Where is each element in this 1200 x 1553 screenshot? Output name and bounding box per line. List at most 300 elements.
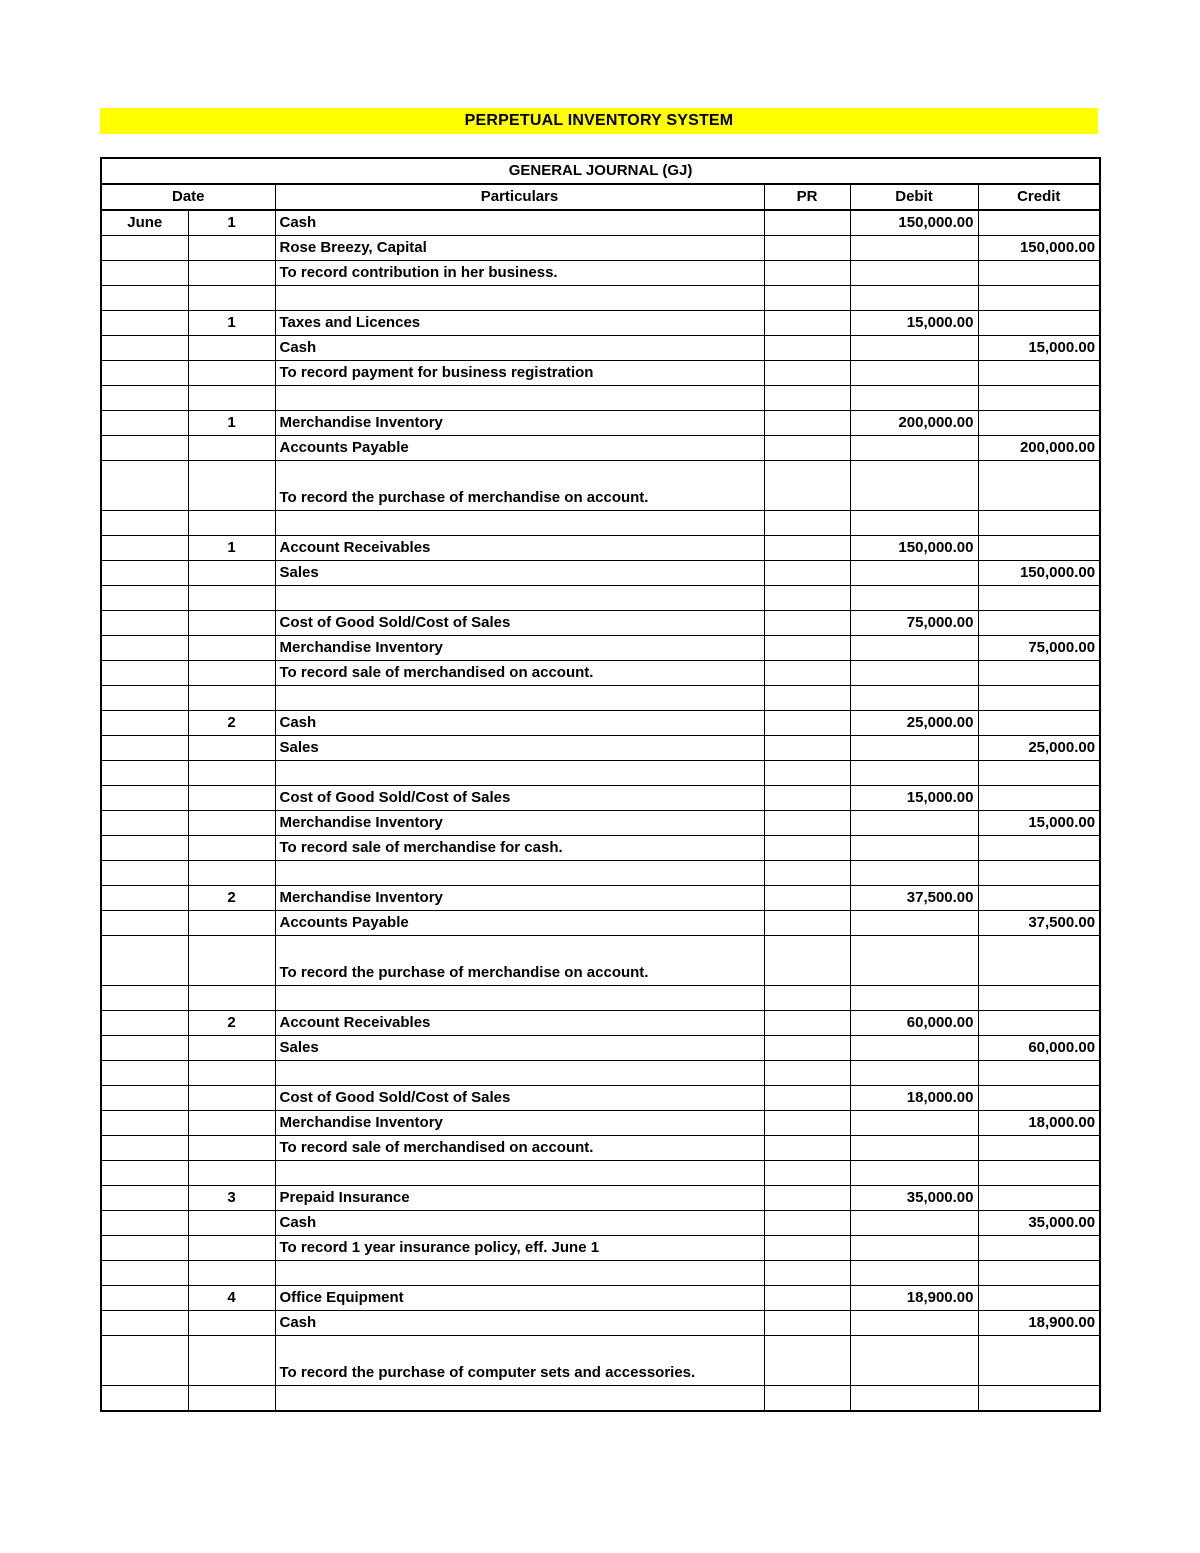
- cell-debit: [850, 361, 978, 386]
- cell-debit: [850, 636, 978, 661]
- cell-month: [101, 536, 188, 561]
- cell-pr: [764, 261, 850, 286]
- cell-debit: 37,500.00: [850, 886, 978, 911]
- cell-debit: [850, 586, 978, 611]
- cell-pr: [764, 861, 850, 886]
- cell-credit: [978, 1186, 1100, 1211]
- cell-month: [101, 361, 188, 386]
- cell-month: [101, 1111, 188, 1136]
- cell-particulars: Account Receivables: [275, 1011, 764, 1036]
- cell-pr: [764, 1161, 850, 1186]
- journal-title-row: [101, 158, 1100, 184]
- cell-debit: [850, 336, 978, 361]
- cell-day: [188, 1311, 275, 1336]
- table-row: [101, 861, 1100, 886]
- cell-pr: [764, 386, 850, 411]
- cell-month: [101, 336, 188, 361]
- cell-month: [101, 811, 188, 836]
- cell-credit: 25,000.00: [978, 736, 1100, 761]
- table-row: [101, 511, 1100, 536]
- cell-debit: [850, 286, 978, 311]
- cell-day: [188, 261, 275, 286]
- cell-pr: [764, 311, 850, 336]
- cell-day: [188, 286, 275, 311]
- cell-day: [188, 461, 275, 511]
- table-row: [101, 886, 1100, 911]
- cell-day: [188, 361, 275, 386]
- cell-month: [101, 861, 188, 886]
- table-row: [101, 611, 1100, 636]
- cell-credit: [978, 461, 1100, 511]
- table-row: [101, 261, 1100, 286]
- cell-pr: [764, 436, 850, 461]
- cell-day: [188, 561, 275, 586]
- cell-pr: [764, 1136, 850, 1161]
- table-row: [101, 461, 1100, 511]
- cell-debit: 75,000.00: [850, 611, 978, 636]
- cell-month: [101, 511, 188, 536]
- cell-debit: [850, 761, 978, 786]
- cell-month: [101, 686, 188, 711]
- cell-particulars: Accounts Payable: [275, 911, 764, 936]
- cell-pr: [764, 286, 850, 311]
- cell-day: 1: [188, 411, 275, 436]
- cell-debit: 200,000.00: [850, 411, 978, 436]
- cell-credit: 15,000.00: [978, 811, 1100, 836]
- table-row: [101, 386, 1100, 411]
- cell-debit: [850, 1136, 978, 1161]
- cell-credit: [978, 786, 1100, 811]
- cell-pr: [764, 711, 850, 736]
- cell-day: [188, 1161, 275, 1186]
- cell-pr: [764, 1311, 850, 1336]
- cell-particulars: Cost of Good Sold/Cost of Sales: [275, 611, 764, 636]
- cell-pr: [764, 1286, 850, 1311]
- cell-pr: [764, 811, 850, 836]
- table-row: [101, 1211, 1100, 1236]
- table-row: [101, 736, 1100, 761]
- cell-debit: 60,000.00: [850, 1011, 978, 1036]
- header-pr: PR: [764, 184, 850, 210]
- cell-credit: [978, 986, 1100, 1011]
- cell-day: [188, 1111, 275, 1136]
- cell-month: [101, 1386, 188, 1412]
- cell-day: [188, 686, 275, 711]
- cell-pr: [764, 1336, 850, 1386]
- cell-month: [101, 986, 188, 1011]
- cell-particulars: [275, 686, 764, 711]
- cell-credit: [978, 586, 1100, 611]
- cell-month: [101, 1211, 188, 1236]
- cell-month: [101, 1086, 188, 1111]
- header-debit: Debit: [850, 184, 978, 210]
- cell-debit: [850, 1261, 978, 1286]
- cell-day: 1: [188, 311, 275, 336]
- table-row: [101, 436, 1100, 461]
- cell-particulars: [275, 1061, 764, 1086]
- cell-particulars: Cash: [275, 1211, 764, 1236]
- table-row: [101, 711, 1100, 736]
- table-row: [101, 411, 1100, 436]
- table-row: [101, 1011, 1100, 1036]
- cell-pr: [764, 886, 850, 911]
- cell-debit: [850, 1211, 978, 1236]
- cell-day: [188, 911, 275, 936]
- journal-title: GENERAL JOURNAL (GJ): [101, 158, 1100, 184]
- cell-debit: [850, 1311, 978, 1336]
- table-row: [101, 1136, 1100, 1161]
- cell-credit: [978, 936, 1100, 986]
- cell-particulars: To record sale of merchandised on account.: [275, 1136, 764, 1161]
- cell-day: [188, 1386, 275, 1412]
- cell-pr: [764, 911, 850, 936]
- table-row: [101, 236, 1100, 261]
- header-particulars: Particulars: [275, 184, 764, 210]
- cell-credit: [978, 311, 1100, 336]
- cell-pr: [764, 586, 850, 611]
- table-row: [101, 636, 1100, 661]
- cell-particulars: To record sale of merchandised on account.: [275, 661, 764, 686]
- table-row: [101, 286, 1100, 311]
- cell-credit: 150,000.00: [978, 236, 1100, 261]
- cell-month: [101, 1136, 188, 1161]
- cell-credit: [978, 1011, 1100, 1036]
- table-row: [101, 836, 1100, 861]
- cell-day: 4: [188, 1286, 275, 1311]
- cell-credit: [978, 1136, 1100, 1161]
- cell-credit: [978, 411, 1100, 436]
- cell-month: [101, 1011, 188, 1036]
- cell-credit: 200,000.00: [978, 436, 1100, 461]
- cell-debit: [850, 661, 978, 686]
- cell-debit: [850, 461, 978, 511]
- table-row: [101, 1086, 1100, 1111]
- table-row: [101, 661, 1100, 686]
- cell-month: [101, 1286, 188, 1311]
- cell-month: [101, 1311, 188, 1336]
- cell-particulars: [275, 1261, 764, 1286]
- table-row: [101, 786, 1100, 811]
- cell-month: [101, 786, 188, 811]
- cell-debit: [850, 561, 978, 586]
- cell-credit: [978, 261, 1100, 286]
- cell-day: [188, 511, 275, 536]
- cell-month: [101, 236, 188, 261]
- cell-debit: [850, 1061, 978, 1086]
- cell-credit: [978, 536, 1100, 561]
- table-row: [101, 1336, 1100, 1386]
- cell-particulars: Sales: [275, 561, 764, 586]
- cell-debit: 15,000.00: [850, 786, 978, 811]
- cell-particulars: [275, 986, 764, 1011]
- cell-pr: [764, 511, 850, 536]
- table-row: [101, 1061, 1100, 1086]
- cell-debit: 15,000.00: [850, 311, 978, 336]
- cell-particulars: Cash: [275, 210, 764, 236]
- cell-month: [101, 286, 188, 311]
- cell-credit: 18,000.00: [978, 1111, 1100, 1136]
- cell-month: [101, 761, 188, 786]
- cell-particulars: [275, 586, 764, 611]
- cell-pr: [764, 411, 850, 436]
- general-journal-table: [100, 157, 1101, 1412]
- cell-day: 2: [188, 711, 275, 736]
- cell-credit: [978, 1236, 1100, 1261]
- cell-month: [101, 1061, 188, 1086]
- table-row: [101, 1236, 1100, 1261]
- cell-month: [101, 311, 188, 336]
- cell-credit: [978, 1261, 1100, 1286]
- table-row: [101, 1386, 1100, 1412]
- cell-day: [188, 386, 275, 411]
- cell-particulars: Cash: [275, 711, 764, 736]
- cell-day: 3: [188, 1186, 275, 1211]
- cell-debit: [850, 936, 978, 986]
- cell-month: [101, 736, 188, 761]
- cell-pr: [764, 1086, 850, 1111]
- cell-pr: [764, 1061, 850, 1086]
- table-row: [101, 936, 1100, 986]
- cell-pr: [764, 1111, 850, 1136]
- cell-particulars: [275, 386, 764, 411]
- cell-debit: [850, 986, 978, 1011]
- cell-month: [101, 911, 188, 936]
- table-row: [101, 361, 1100, 386]
- cell-day: [188, 1336, 275, 1386]
- cell-month: [101, 1261, 188, 1286]
- cell-particulars: Accounts Payable: [275, 436, 764, 461]
- cell-credit: [978, 1336, 1100, 1386]
- cell-credit: [978, 1086, 1100, 1111]
- cell-month: [101, 386, 188, 411]
- cell-particulars: [275, 511, 764, 536]
- cell-credit: [978, 1161, 1100, 1186]
- page-title: PERPETUAL INVENTORY SYSTEM: [100, 108, 1098, 134]
- cell-pr: [764, 661, 850, 686]
- cell-month: [101, 936, 188, 986]
- cell-credit: 150,000.00: [978, 561, 1100, 586]
- cell-debit: 18,900.00: [850, 1286, 978, 1311]
- cell-particulars: Merchandise Inventory: [275, 411, 764, 436]
- table-row: [101, 561, 1100, 586]
- cell-particulars: To record payment for business registration: [275, 361, 764, 386]
- cell-month: [101, 1336, 188, 1386]
- table-row: [101, 911, 1100, 936]
- cell-day: [188, 1261, 275, 1286]
- cell-debit: [850, 436, 978, 461]
- cell-pr: [764, 736, 850, 761]
- cell-day: 2: [188, 886, 275, 911]
- cell-particulars: Cash: [275, 1311, 764, 1336]
- cell-credit: [978, 1286, 1100, 1311]
- cell-pr: [764, 361, 850, 386]
- cell-particulars: [275, 1386, 764, 1412]
- table-row: [101, 1111, 1100, 1136]
- cell-month: [101, 1236, 188, 1261]
- table-row: [101, 311, 1100, 336]
- cell-pr: [764, 786, 850, 811]
- cell-pr: [764, 236, 850, 261]
- cell-debit: [850, 861, 978, 886]
- cell-credit: [978, 711, 1100, 736]
- cell-particulars: Merchandise Inventory: [275, 1111, 764, 1136]
- cell-month: [101, 661, 188, 686]
- cell-pr: [764, 1186, 850, 1211]
- cell-pr: [764, 561, 850, 586]
- cell-day: [188, 1086, 275, 1111]
- table-row: [101, 761, 1100, 786]
- cell-credit: 75,000.00: [978, 636, 1100, 661]
- cell-debit: [850, 811, 978, 836]
- table-row: [101, 1286, 1100, 1311]
- table-row: [101, 1311, 1100, 1336]
- cell-debit: 150,000.00: [850, 210, 978, 236]
- cell-debit: [850, 261, 978, 286]
- cell-pr: [764, 761, 850, 786]
- cell-pr: [764, 611, 850, 636]
- cell-debit: [850, 1036, 978, 1061]
- cell-credit: [978, 661, 1100, 686]
- cell-month: [101, 611, 188, 636]
- cell-day: [188, 986, 275, 1011]
- header-row: [101, 184, 1100, 210]
- cell-particulars: To record the purchase of merchandise on account.: [275, 461, 764, 511]
- cell-credit: [978, 511, 1100, 536]
- cell-credit: 60,000.00: [978, 1036, 1100, 1061]
- cell-pr: [764, 636, 850, 661]
- cell-debit: [850, 236, 978, 261]
- cell-credit: [978, 861, 1100, 886]
- cell-month: [101, 1036, 188, 1061]
- cell-credit: [978, 611, 1100, 636]
- cell-credit: 18,900.00: [978, 1311, 1100, 1336]
- cell-month: [101, 461, 188, 511]
- cell-debit: [850, 911, 978, 936]
- cell-credit: 35,000.00: [978, 1211, 1100, 1236]
- cell-debit: 18,000.00: [850, 1086, 978, 1111]
- cell-day: [188, 336, 275, 361]
- cell-particulars: [275, 1161, 764, 1186]
- cell-pr: [764, 686, 850, 711]
- cell-pr: [764, 1261, 850, 1286]
- header-credit: Credit: [978, 184, 1100, 210]
- cell-debit: [850, 1161, 978, 1186]
- cell-month: [101, 836, 188, 861]
- table-row: [101, 1261, 1100, 1286]
- cell-pr: [764, 1211, 850, 1236]
- cell-month: [101, 436, 188, 461]
- cell-particulars: Cash: [275, 336, 764, 361]
- cell-credit: [978, 886, 1100, 911]
- cell-credit: [978, 386, 1100, 411]
- cell-particulars: To record 1 year insurance policy, eff. June 1: [275, 1236, 764, 1261]
- cell-pr: [764, 986, 850, 1011]
- cell-pr: [764, 1236, 850, 1261]
- cell-particulars: To record the purchase of merchandise on account.: [275, 936, 764, 986]
- cell-day: [188, 661, 275, 686]
- cell-debit: 25,000.00: [850, 711, 978, 736]
- cell-pr: [764, 1386, 850, 1412]
- cell-particulars: Account Receivables: [275, 536, 764, 561]
- cell-day: [188, 736, 275, 761]
- cell-pr: [764, 1036, 850, 1061]
- cell-day: 1: [188, 210, 275, 236]
- cell-pr: [764, 836, 850, 861]
- cell-pr: [764, 536, 850, 561]
- cell-particulars: To record sale of merchandise for cash.: [275, 836, 764, 861]
- cell-particulars: Sales: [275, 736, 764, 761]
- cell-day: [188, 1211, 275, 1236]
- cell-debit: [850, 511, 978, 536]
- cell-credit: 15,000.00: [978, 336, 1100, 361]
- cell-pr: [764, 1011, 850, 1036]
- cell-month: [101, 1161, 188, 1186]
- cell-debit: [850, 1111, 978, 1136]
- table-row: [101, 1036, 1100, 1061]
- cell-particulars: Taxes and Licences: [275, 311, 764, 336]
- cell-credit: [978, 1061, 1100, 1086]
- header-date: Date: [101, 184, 275, 210]
- cell-month: June: [101, 210, 188, 236]
- cell-credit: 37,500.00: [978, 911, 1100, 936]
- cell-day: [188, 861, 275, 886]
- cell-debit: [850, 1236, 978, 1261]
- cell-debit: [850, 736, 978, 761]
- cell-particulars: Merchandise Inventory: [275, 811, 764, 836]
- cell-day: [188, 1236, 275, 1261]
- cell-month: [101, 1186, 188, 1211]
- cell-month: [101, 411, 188, 436]
- cell-particulars: Office Equipment: [275, 1286, 764, 1311]
- cell-credit: [978, 361, 1100, 386]
- cell-month: [101, 586, 188, 611]
- cell-pr: [764, 336, 850, 361]
- cell-particulars: [275, 286, 764, 311]
- table-row: [101, 336, 1100, 361]
- cell-debit: 150,000.00: [850, 536, 978, 561]
- table-row: [101, 686, 1100, 711]
- cell-day: [188, 1136, 275, 1161]
- cell-particulars: [275, 761, 764, 786]
- cell-particulars: Merchandise Inventory: [275, 886, 764, 911]
- table-row: [101, 586, 1100, 611]
- table-row: [101, 811, 1100, 836]
- cell-pr: [764, 210, 850, 236]
- cell-particulars: Merchandise Inventory: [275, 636, 764, 661]
- cell-day: [188, 436, 275, 461]
- cell-day: [188, 236, 275, 261]
- cell-day: 2: [188, 1011, 275, 1036]
- cell-debit: [850, 1336, 978, 1386]
- table-row: [101, 986, 1100, 1011]
- cell-month: [101, 261, 188, 286]
- cell-day: [188, 836, 275, 861]
- cell-month: [101, 636, 188, 661]
- cell-credit: [978, 836, 1100, 861]
- cell-particulars: Cost of Good Sold/Cost of Sales: [275, 1086, 764, 1111]
- cell-day: [188, 811, 275, 836]
- cell-particulars: To record the purchase of computer sets and accessories.: [275, 1336, 764, 1386]
- cell-debit: 35,000.00: [850, 1186, 978, 1211]
- cell-day: [188, 636, 275, 661]
- cell-day: [188, 761, 275, 786]
- cell-particulars: Rose Breezy, Capital: [275, 236, 764, 261]
- cell-month: [101, 561, 188, 586]
- cell-particulars: Prepaid Insurance: [275, 1186, 764, 1211]
- cell-month: [101, 711, 188, 736]
- cell-day: [188, 1036, 275, 1061]
- cell-pr: [764, 936, 850, 986]
